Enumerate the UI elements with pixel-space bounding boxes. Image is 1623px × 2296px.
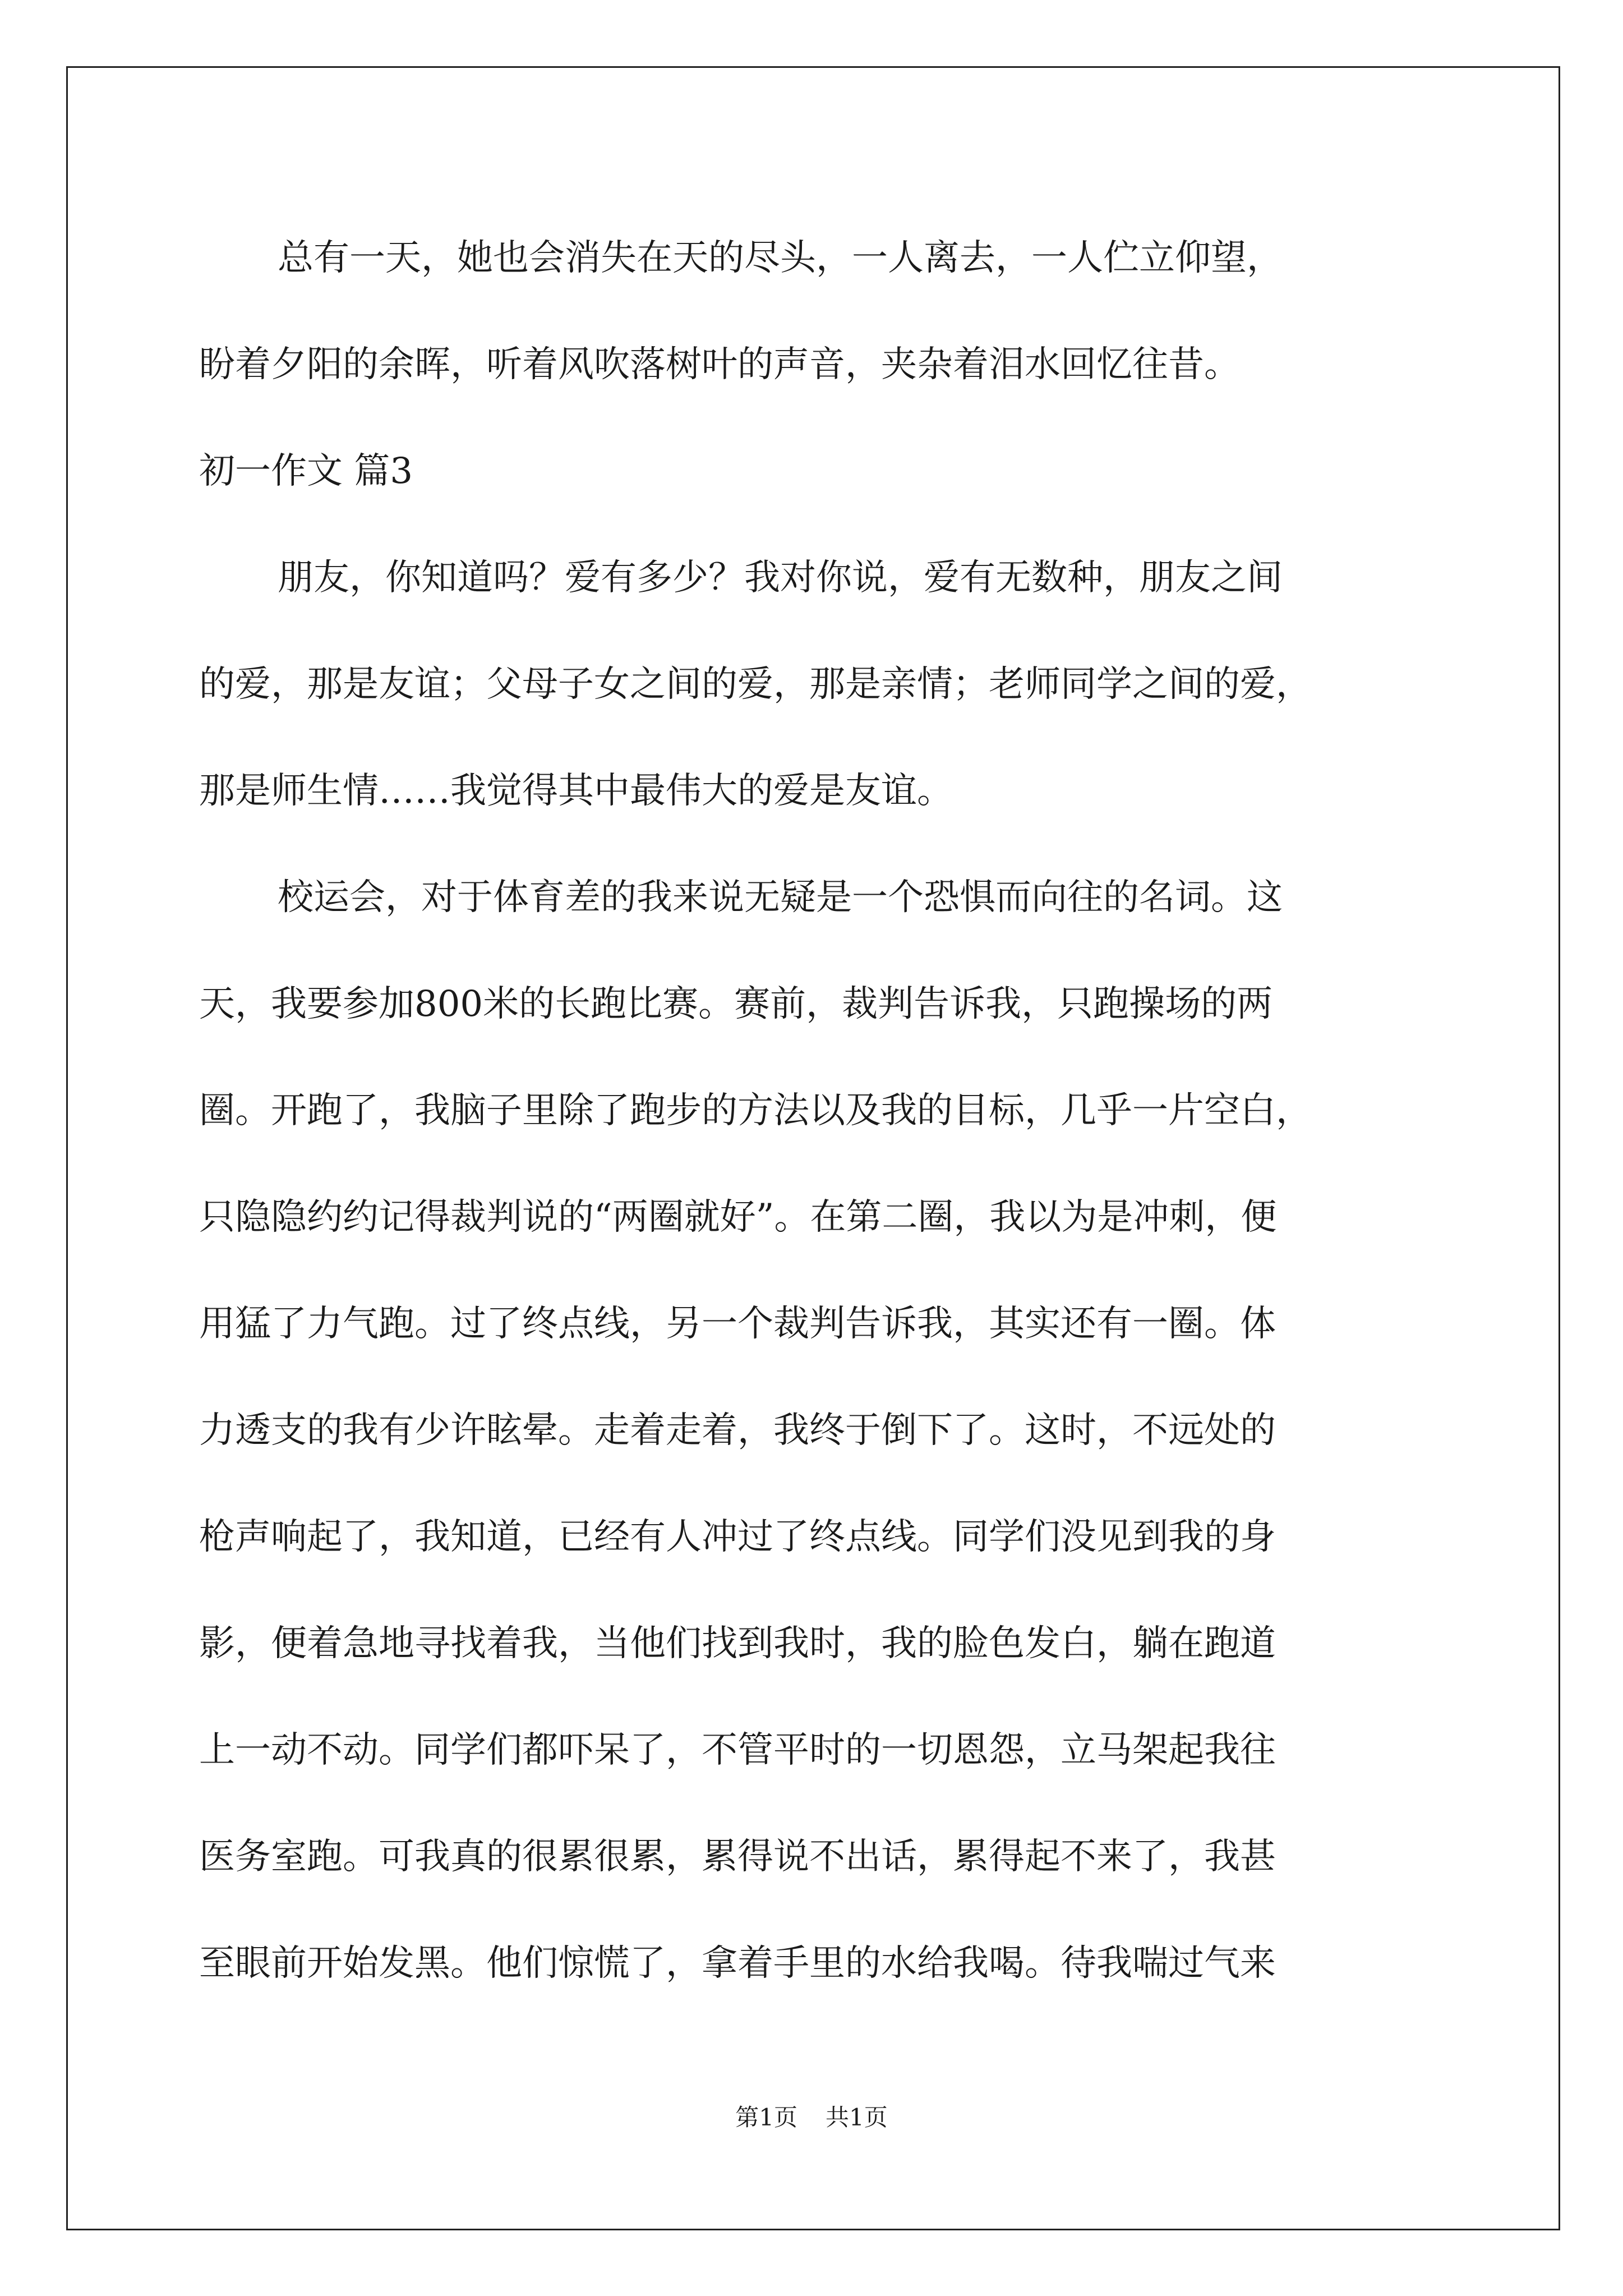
paragraph-line: 盼着夕阳的余晖，听着风吹落树叶的声音，夹杂着泪水回忆往昔。 — [199, 344, 1240, 385]
section-heading: 初一作文 篇3 — [199, 450, 413, 492]
paragraph-line: 影，便着急地寻找着我，当他们找到我时，我的脸色发白，躺在跑道 — [199, 1623, 1276, 1664]
paragraph-line: 只隐隐约约记得裁判说的“两圈就好”。在第二圈，我以为是冲刺，便 — [199, 1197, 1277, 1238]
paragraph-line: 力透支的我有少许眩晕。走着走着，我终于倒下了。这时，不远处的 — [199, 1410, 1276, 1451]
paragraph-line: 枪声响起了，我知道，已经有人冲过了终点线。同学们没见到我的身 — [199, 1516, 1276, 1558]
paragraph-line: 医务室跑。可我真的很累很累，累得说不出话，累得起不来了，我甚 — [199, 1836, 1276, 1878]
paragraph-line: 总有一天，她也会消失在天的尽头，一人离去，一人伫立仰望， — [278, 237, 1283, 279]
paragraph-line: 至眼前开始发黑。他们惊慌了，拿着手里的水给我喝。待我喘过气来 — [199, 1943, 1276, 1984]
paragraph-line: 的爱，那是友谊；父母子女之间的爱，那是亲情；老师同学之间的爱， — [199, 664, 1312, 705]
page-number: 第1页 — [735, 2104, 797, 2131]
paragraph-line: 校运会，对于体育差的我来说无疑是一个恐惧而向往的名词。这 — [278, 877, 1283, 918]
paragraph-line: 上一动不动。同学们都吓呆了，不管平时的一切恩怨，立马架起我往 — [199, 1729, 1276, 1771]
paragraph-line: 朋友，你知道吗？爱有多少？我对你说，爱有无数种，朋友之间 — [278, 557, 1283, 599]
document-body — [199, 219, 1455, 2031]
total-pages: 共1页 — [826, 2104, 888, 2131]
paragraph-line: 圈。开跑了，我脑子里除了跑步的方法以及我的目标，几乎一片空白， — [199, 1090, 1312, 1131]
paragraph-line: 那是师生情……我觉得其中最伟大的爱是友谊。 — [199, 770, 953, 812]
page-footer — [0, 2101, 1623, 2134]
paragraph-line: 天，我要参加800米的长跑比赛。赛前，裁判告诉我，只跑操场的两 — [199, 983, 1273, 1025]
paragraph-line: 用猛了力气跑。过了终点线，另一个裁判告诉我，其实还有一圈。体 — [199, 1303, 1276, 1345]
